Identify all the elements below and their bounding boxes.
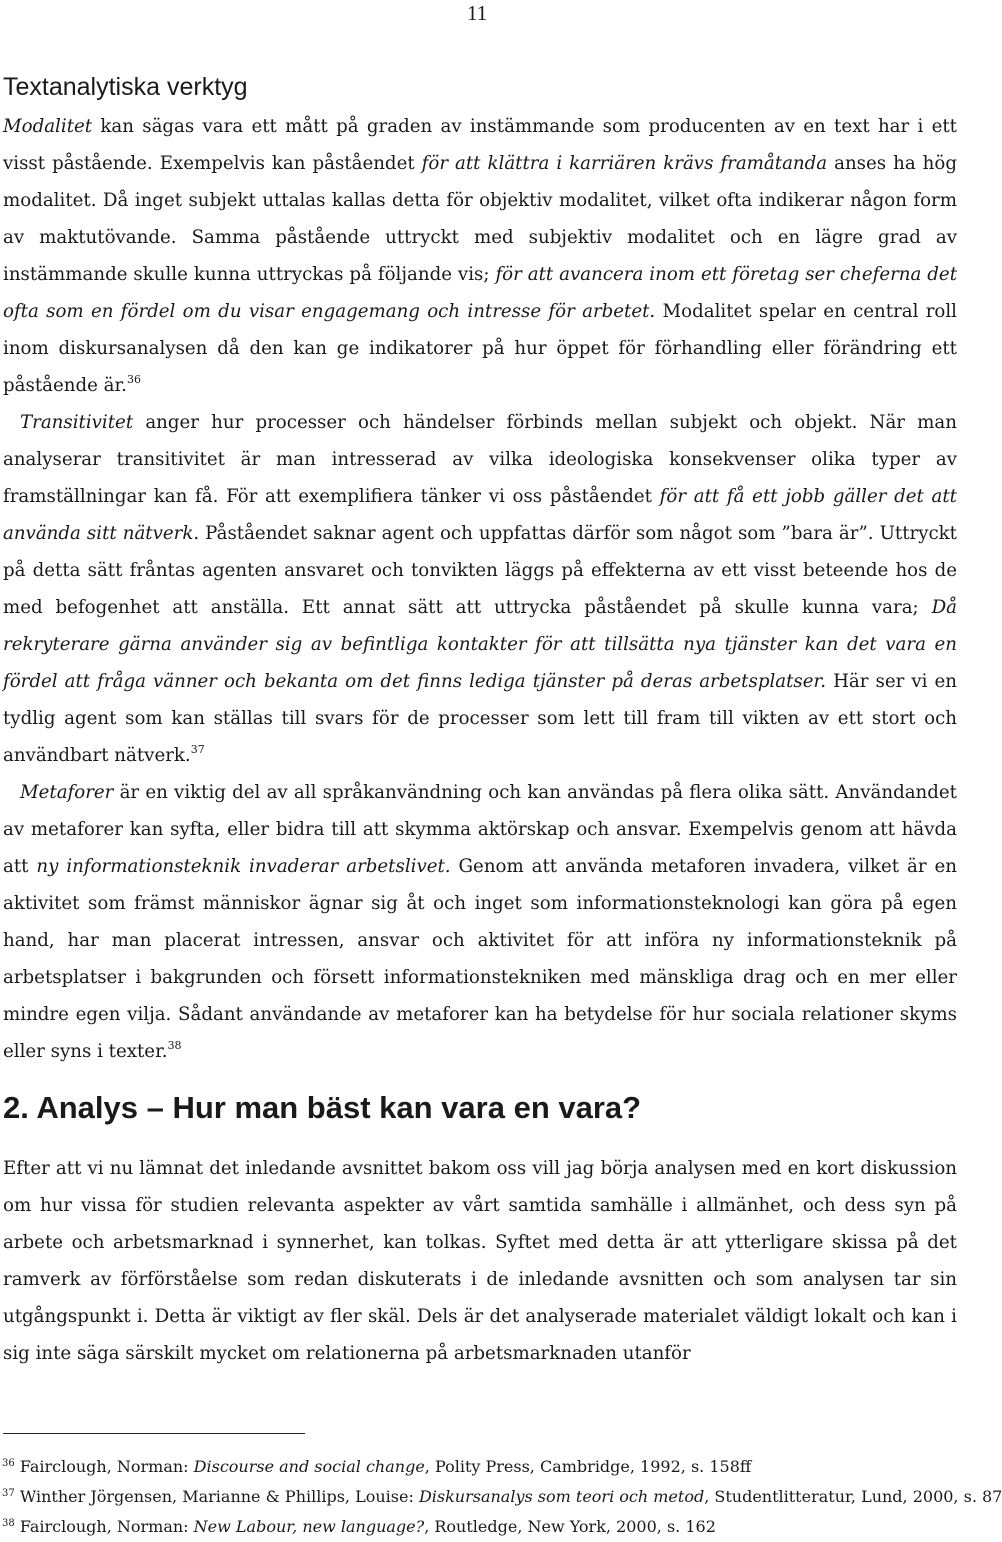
footnote-38 <box>2 1512 952 1542</box>
paragraph-text: anses ha hög modalitet. Då inget subjekt uttalas kallas detta för objektiv modalitet, vilket ofta indikerar någon form av maktutövande. Samma påstående uttryckt med subjektiv modalitet och en lägre grad av instämmande skulle kunna uttryckas på följande vis; <box>3 153 957 285</box>
term-transitivitet: Transitivitet <box>20 412 134 433</box>
footnote-text: Fairclough, Norman: <box>14 1517 194 1536</box>
footnote-text: , Studentlitteratur, Lund, 2000, s. 87 <box>704 1487 1002 1506</box>
paragraph-text: Modalitet spelar en central roll inom diskursanalysen då den kan ge indikatorer på hur öppet för förhandling eller förändring ett påstående är. <box>3 301 958 396</box>
footnote-text: Fairclough, Norman: <box>14 1457 194 1476</box>
paragraph-modalitet <box>3 108 957 404</box>
page-number: 11 <box>467 1 488 25</box>
footnote-ref[interactable]: 37 <box>190 743 205 756</box>
footnote-number: 36 <box>2 1458 15 1469</box>
example-quote: Då rekryterare gärna använder sig av befintliga kontakter för att tillsätta nya tjänster kan det vara en fördel att fråga vänner och bekanta om det finns lediga tjänster på deras arbetsplatser. <box>3 597 957 692</box>
paragraph-analys: Efter att vi nu lämnat det inledande avsnittet bakom oss vill jag börja analysen med en kort diskussion om hur vissa för studien relevanta aspekter av vårt samtida samhälle i allmänhet, och dess syn på arbete och arbetsmarknad i synnerhet, kan tolkas. Syftet med detta är att ytterligare skissa på det ramverk av förförståelse som redan diskuterats i de inledande avsnitten och som analysen tar sin utgångspunkt i. Detta är viktigt av fler skäl. Dels är det analyserade materialet väldigt lokalt och kan i sig inte säga särskilt mycket om relationerna på arbetsmarknaden utanför <box>3 1158 957 1364</box>
footnote-divider <box>3 1433 305 1434</box>
paragraph-text: är en viktig del av all språkanvändning och kan användas på flera olika sätt. Användandet av metaforer kan syfta, eller bidra till att skymma aktörskap och ansvar. Exempelvis genom att hävda att <box>3 782 957 877</box>
example-quote: för att få ett jobb gäller det att använda sitt nätverk <box>3 486 957 544</box>
footnote-title: Discourse and social change <box>193 1457 425 1476</box>
example-quote: ny informationsteknik invaderar arbetslivet. <box>36 856 451 877</box>
paragraph-transitivitet <box>3 404 957 774</box>
footnote-text: , Routledge, New York, 2000, s. 162 <box>424 1517 716 1536</box>
footnote-title: Diskursanalys som teori och metod <box>418 1487 705 1506</box>
term-modalitet: Modalitet <box>3 116 93 137</box>
example-quote: för att klättra i karriären krävs framåtanda <box>421 153 828 174</box>
footnotes <box>2 1452 1002 1542</box>
footnote-ref[interactable]: 36 <box>126 373 141 386</box>
footnote-36 <box>2 1452 952 1482</box>
term-metaforer: Metaforer <box>20 782 114 803</box>
footnote-37 <box>2 1482 1002 1512</box>
footnote-number: 38 <box>2 1518 15 1529</box>
page-body <box>3 70 957 1372</box>
footnote-title: New Labour, new language? <box>193 1517 425 1536</box>
paragraph-text: anger hur processer och händelser förbinds mellan subjekt och objekt. När man analyserar transitivitet är man intresserad av vilka ideologiska konsekvenser olika typer av framställningar kan få. För att exemplifiera tänker vi oss påståendet <box>3 412 957 507</box>
example-quote: för att avancera inom ett företag ser cheferna det ofta som en fördel om du visar engagemang och intresse för arbetet. <box>3 264 958 322</box>
footnote-text: , Polity Press, Cambridge, 1992, s. 158ff <box>424 1457 752 1476</box>
footnote-ref[interactable]: 38 <box>167 1039 182 1052</box>
paragraph-metaforer <box>3 774 957 1070</box>
chapter-heading: 2. Analys – Hur man bäst kan vara en vara? <box>3 1090 642 1125</box>
footnote-text: Winther Jörgensen, Marianne & Phillips, Louise: <box>14 1487 419 1506</box>
paragraph-text: Här ser vi en tydlig agent som kan ställas till svars för de processer som lett till fram till vikten av ett stort och användbart nätverk. <box>3 671 958 766</box>
footnote-number: 37 <box>2 1488 15 1499</box>
paragraph-text: . Påståendet saknar agent och uppfattas därför som något som ”bara är”. Uttryckt på detta sätt fråntas agenten ansvaret och tonvikten läggs på effekterna av ett visst beteende hos de med befogenhet att anställa. Ett annat sätt att uttrycka påståendet på skulle kunna vara; <box>3 523 957 618</box>
paragraph-text: kan sägas vara ett mått på graden av instämmande som producenten av en text har i ett visst påstående. Exempelvis kan påståendet <box>3 116 957 174</box>
section-heading: Textanalytiska verktyg <box>3 73 248 101</box>
paragraph-text: Genom att använda metaforen invadera, vilket är en aktivitet som främst människor ägnar sig åt och inget som informationsteknologi kan göra på egen hand, har man placerat intressen, ansvar och aktivitet för att införa ny informationsteknik på arbetsplatser i bakgrunden och försett informationstekniken med mänskliga drag och en mer eller mindre egen vilja. Sådant användande av metaforer kan ha betydelse för hur sociala relationer skyms eller syns i texter. <box>3 856 957 1062</box>
